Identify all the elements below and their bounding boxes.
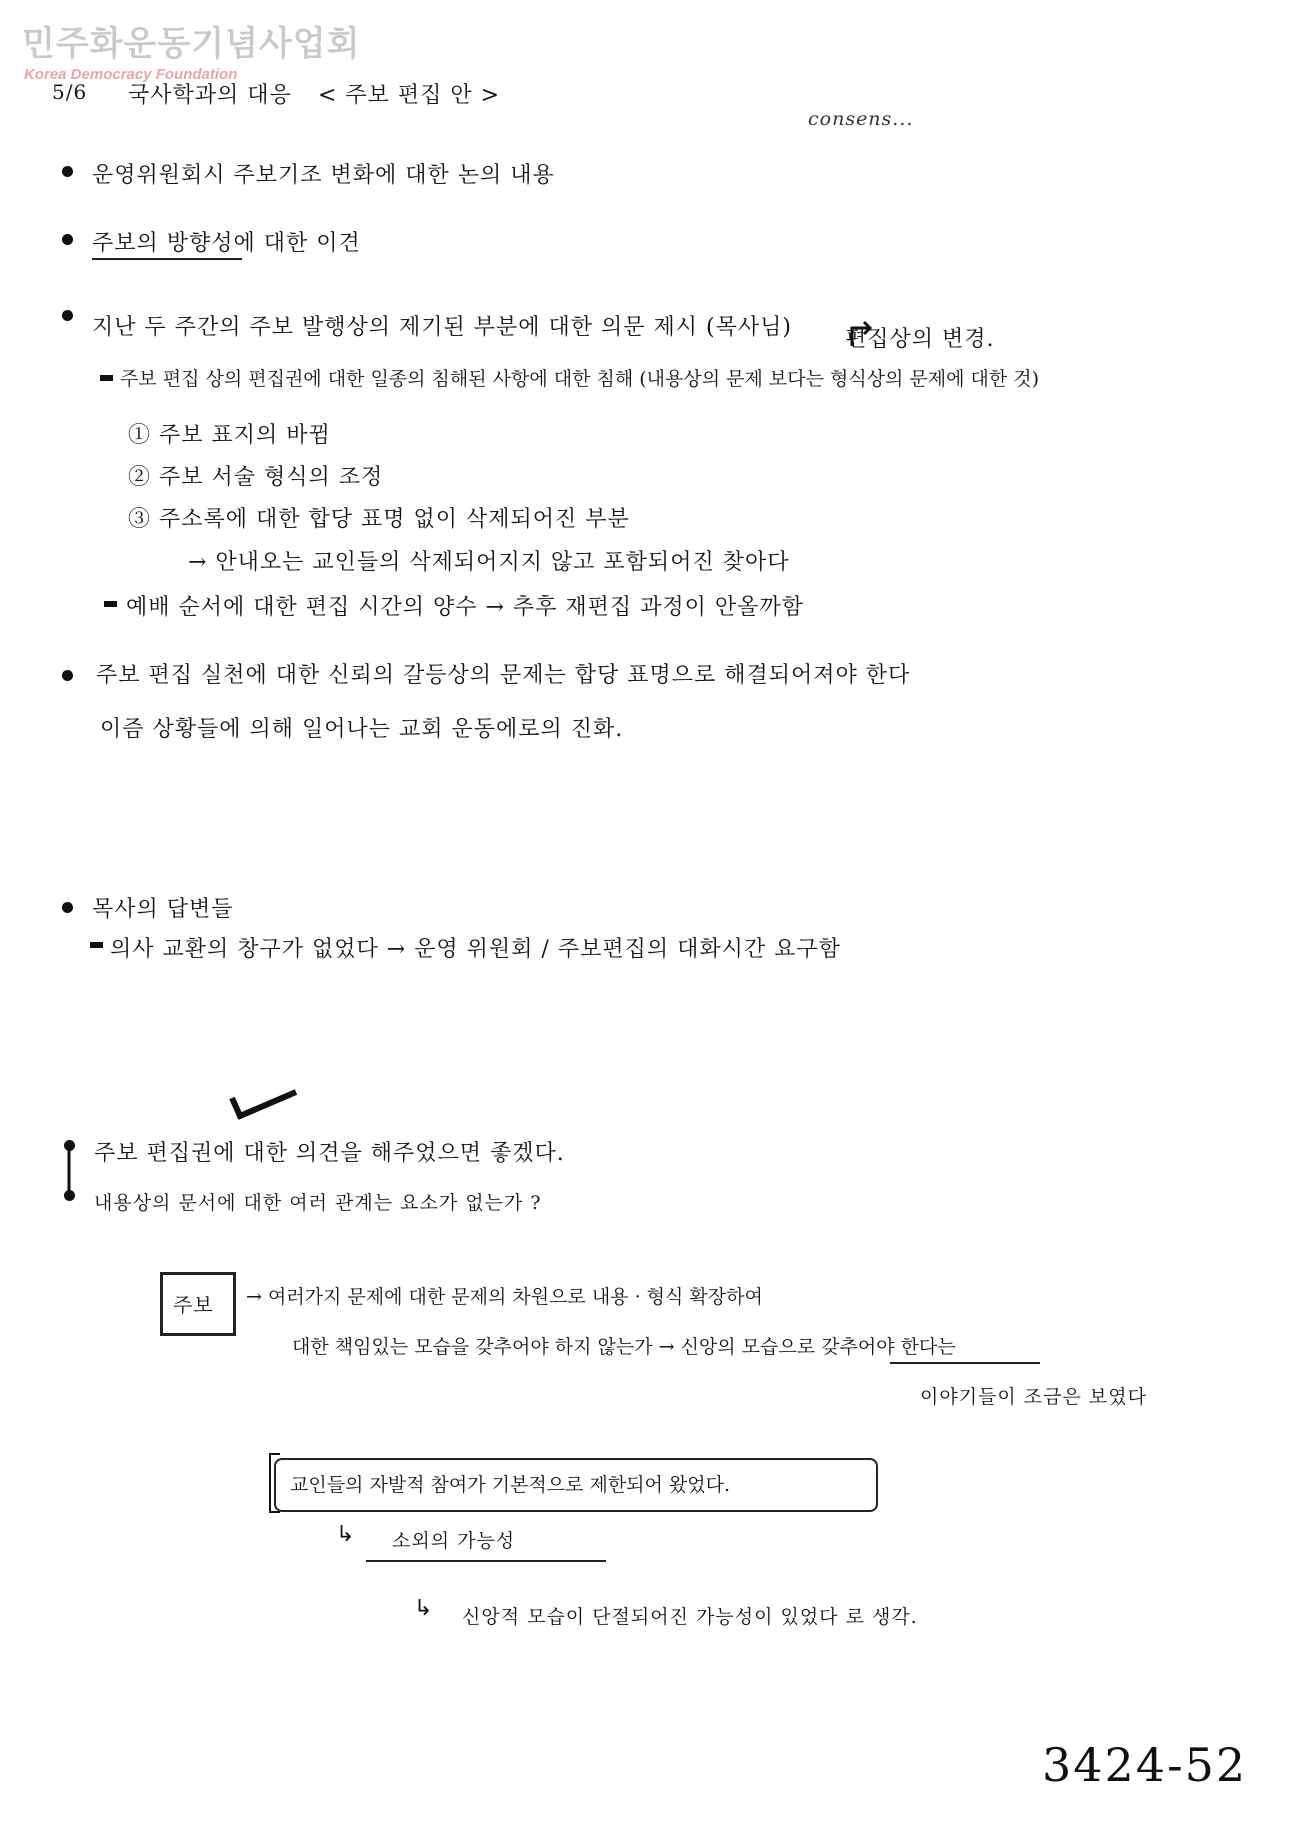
dash-marker: [104, 601, 117, 607]
checkmark-icon: [232, 1092, 296, 1116]
section-3-item-3: ③ 주소록에 대한 합당 표명 없이 삭제되어진 부분: [128, 507, 630, 532]
arrow-text-2: 신앙적 모습이 단절되어진 가능성이 있었다 로 생각.: [462, 1606, 918, 1628]
section-1-text: 운영위원회시 주보기조 변화에 대한 논의 내용: [92, 163, 555, 188]
arrow-icon: ↳: [414, 1596, 433, 1621]
section-3-sub: 주보 편집 상의 편집권에 대한 일종의 침해된 사항에 대한 침해 (내용상의 문제 보다는 형식상의 문제에 대한 것): [120, 368, 1040, 390]
section-5-sub: 의사 교환의 창구가 없었다 → 운영 위원회 / 주보편집의 대화시간 요구함: [110, 937, 841, 962]
bullet: [62, 234, 73, 245]
section-6-line-2: 내용상의 문서에 대한 여러 관계는 요소가 없는가 ?: [94, 1192, 542, 1214]
page-number: 3424-52: [1042, 1738, 1248, 1792]
watermark-english: Korea Democracy Foundation: [24, 66, 238, 83]
boxed-line-3: 이야기들이 조금은 보였다: [920, 1386, 1147, 1408]
bullet: [64, 1140, 75, 1151]
header-subtitle: < 주보 편집 안 >: [318, 83, 501, 108]
arrow-icon: ↳: [336, 1522, 355, 1547]
section-6-line-1: 주보 편집권에 대한 의견을 해주었으면 좋겠다.: [94, 1141, 565, 1166]
bracket-line: 교인들의 자발적 참여가 기본적으로 제한되어 왔었다.: [290, 1474, 731, 1496]
bullet: [64, 1190, 75, 1201]
header-title: 국사학과의 대응: [128, 83, 292, 108]
boxed-label-frame: [160, 1272, 236, 1336]
arrow-text-1: 소외의 가능성: [392, 1530, 516, 1552]
bullet: [62, 310, 73, 321]
watermark-korean: 민주화운동기념사업회: [22, 24, 361, 64]
underline: [366, 1560, 606, 1562]
boxed-line-1: → 여러가지 문제에 대한 문제의 차원으로 내용 · 형식 확장하여: [246, 1286, 763, 1308]
header-date: 5/6: [52, 80, 88, 104]
section-3-side-note: 편집상의 변경.: [845, 327, 995, 352]
section-4-line-2: 이즘 상황들에 의해 일어나는 교회 운동에로의 진화.: [100, 717, 624, 742]
section-3-text: 지난 두 주간의 주보 발행상의 제기된 부분에 대한 의문 제시 (목사님): [92, 315, 792, 340]
underline: [92, 258, 242, 260]
bullet: [62, 902, 73, 913]
bullet: [62, 670, 73, 681]
dash-marker: [100, 375, 113, 381]
section-3-item-2: ② 주보 서술 형식의 조정: [128, 465, 384, 490]
section-3-sub-2: 예배 순서에 대한 편집 시간의 양수 → 추후 재편집 과정이 안올까함: [126, 595, 804, 620]
bullet: [62, 166, 73, 177]
section-2-text: 주보의 방향성에 대한 이견: [92, 231, 361, 256]
dash-marker: [90, 942, 103, 948]
section-5-text: 목사의 답변들: [92, 897, 234, 922]
section-3-item-1: ① 주보 표지의 바뀜: [128, 423, 331, 448]
section-4-line-1: 주보 편집 실천에 대한 신뢰의 갈등상의 문제는 합당 표명으로 해결되어져야 한다: [96, 663, 911, 688]
boxed-line-2: 대한 책임있는 모습을 갖추어야 하지 않는가 → 신앙의 모습으로 갖추어야 한다는: [292, 1336, 956, 1358]
section-3-item-3-note: → 안내오는 교인들의 삭제되어지지 않고 포함되어진 찾아다: [188, 550, 790, 575]
boxed-label: 주보: [173, 1293, 214, 1317]
underline: [890, 1362, 1040, 1364]
corner-note: consens...: [808, 108, 914, 130]
